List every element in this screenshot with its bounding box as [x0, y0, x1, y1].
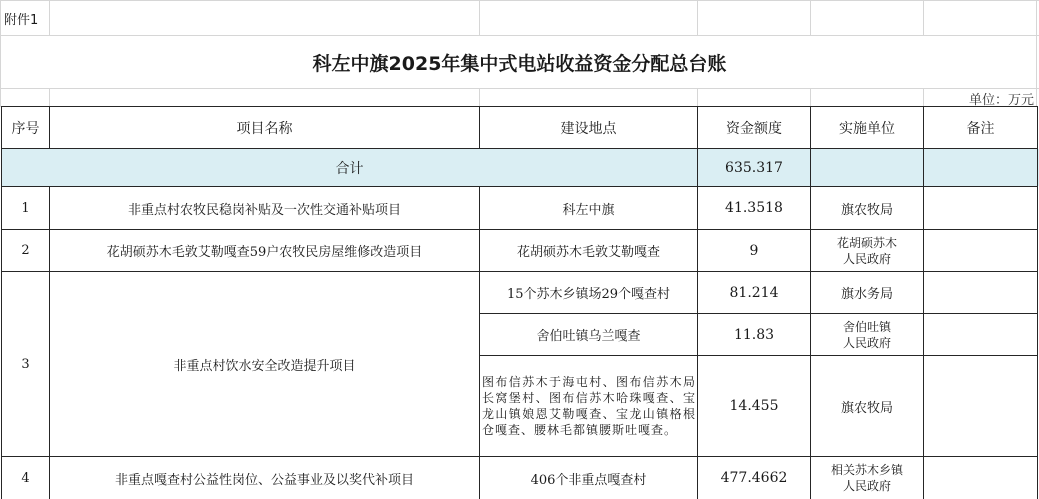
row-location: 科左中旗	[562, 202, 615, 218]
row-location: 舍伯吐镇乌兰嘎查	[536, 329, 641, 344]
row-seq: 4	[21, 470, 30, 486]
gridline	[810, 88, 811, 107]
gridline	[923, 0, 924, 36]
header-amount: 资金额度	[726, 120, 782, 137]
gridline	[0, 0, 1039, 1]
gridline	[697, 88, 698, 107]
total-label: 合计	[335, 160, 364, 177]
row-project-name: 非重点村饮水安全改造提升项目	[173, 358, 356, 374]
header-seq: 序号	[11, 120, 40, 137]
row-amount: 81.214	[729, 284, 779, 301]
total-amount: 635.317	[725, 159, 783, 176]
unit-label: 单位：万元	[968, 92, 1034, 108]
gridline	[479, 88, 480, 107]
gridline	[810, 0, 811, 36]
row-implementer: 相关苏木乡镇 人民政府	[830, 463, 903, 493]
row-implementer: 舍伯吐镇 人民政府	[842, 319, 891, 350]
gridline	[0, 88, 1039, 89]
row-implementer: 花胡硕苏木 人民政府	[836, 235, 897, 266]
row-project-name: 花胡硕苏木毛敦艾勒嘎查59户农牧民房屋维修改造项目	[106, 245, 423, 260]
gridline	[479, 0, 480, 36]
header-implementer: 实施单位	[839, 120, 895, 137]
gridline	[697, 0, 698, 36]
row-remark	[924, 230, 1037, 271]
row-remark	[924, 272, 1037, 313]
header-location: 建设地点	[560, 120, 617, 137]
row-remark	[924, 187, 1037, 229]
row-amount: 14.455	[729, 398, 779, 414]
row-project-name: 非重点嘎查村公益性岗位、公益事业及以奖代补项目	[114, 472, 414, 488]
row-amount: 477.4662	[720, 470, 788, 486]
row-location: 406个非重点嘎查村	[530, 472, 647, 488]
header-remark: 备注	[966, 120, 995, 137]
row-location: 15个苏木乡镇场29个嘎查村	[506, 287, 671, 302]
row-seq: 1	[21, 200, 30, 216]
gridline	[49, 0, 50, 36]
row-location: 花胡硕苏木毛敦艾勒嘎查	[516, 245, 660, 260]
row-amount: 41.3518	[725, 200, 783, 216]
row-implementer: 旗水务局	[840, 287, 893, 302]
header-project-name: 项目名称	[236, 120, 293, 137]
gridline	[49, 88, 50, 107]
row-remark	[924, 314, 1037, 355]
row-amount: 11.83	[733, 326, 775, 343]
row-location: 图布信苏木于海屯村、图布信苏木局长窝堡村、图布信苏木哈珠嘎查、宝龙山镇娘恩艾勒嘎查、宝龙山镇格根仓嘎查、腰林毛都镇腰斯吐嘎查。	[482, 375, 696, 437]
attachment-label: 附件1	[4, 12, 39, 28]
row-implementer: 旗农牧局	[840, 202, 893, 218]
row-remark	[924, 356, 1037, 456]
row-amount: 9	[749, 242, 759, 259]
row-remark	[924, 457, 1037, 499]
gridline	[0, 0, 1, 107]
row-project-name: 非重点村农牧民稳岗补贴及一次性交通补贴项目	[127, 202, 401, 218]
row-seq: 3	[21, 356, 30, 372]
row-implementer: 旗农牧局	[840, 400, 893, 416]
page-title: 科左中旗2025年集中式电站收益资金分配总台账	[312, 52, 727, 75]
row-seq: 2	[21, 243, 30, 258]
table-border	[1037, 106, 1038, 499]
